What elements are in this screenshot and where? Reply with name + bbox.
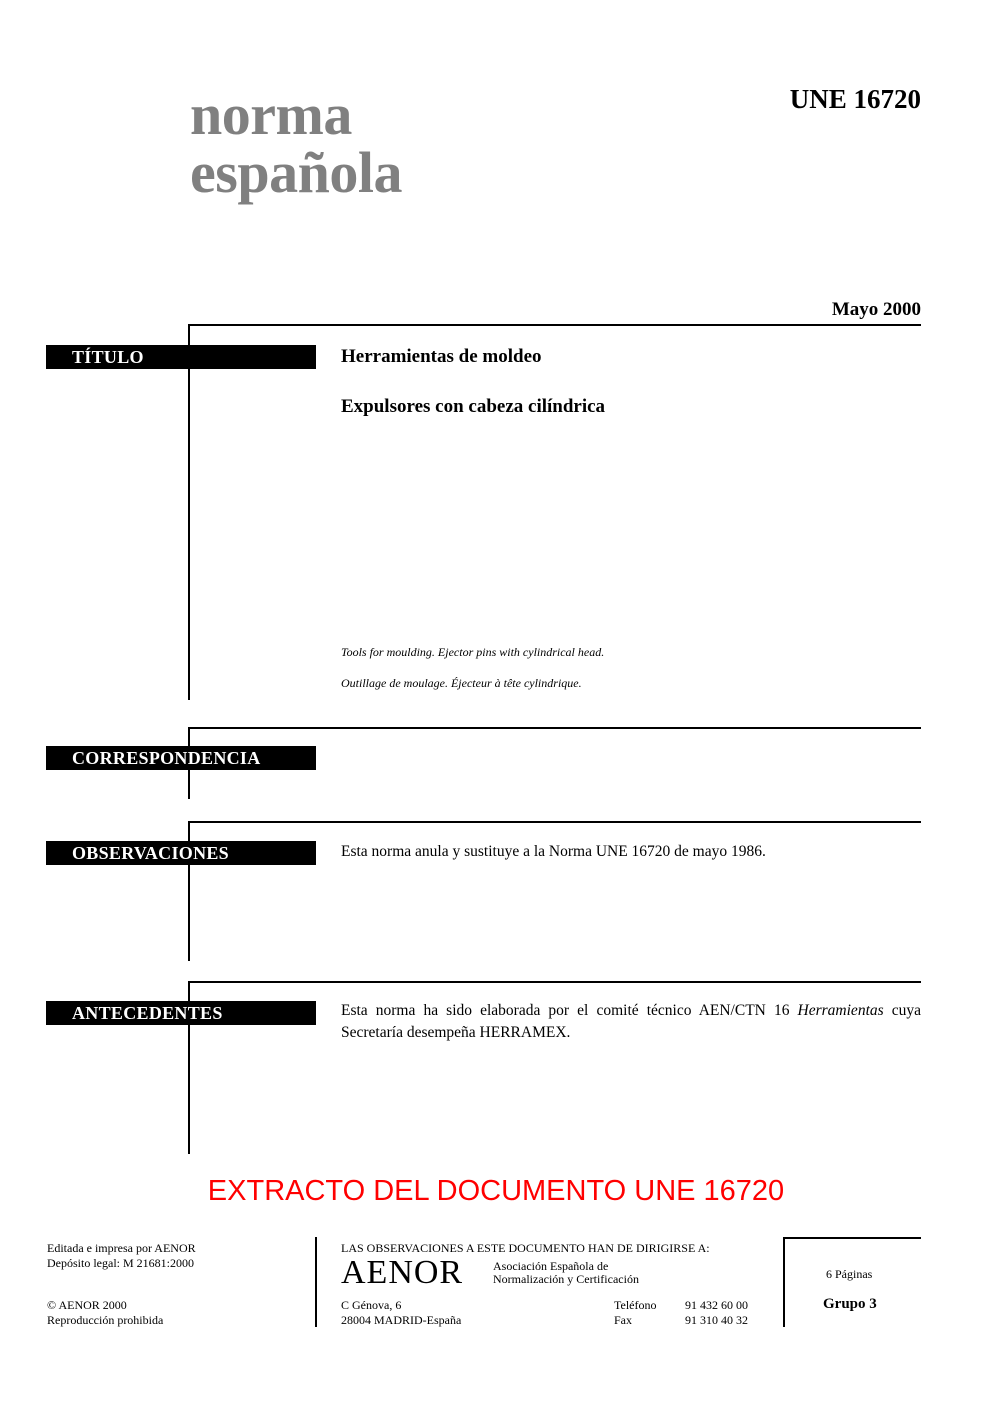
footer-telefono-value: 91 432 60 00 <box>685 1298 748 1312</box>
footer-fax-label: Fax <box>614 1313 632 1327</box>
footer-reproduccion: Reproducción prohibida <box>47 1313 164 1327</box>
observaciones-label: OBSERVACIONES <box>46 841 316 865</box>
observaciones-text: Esta norma anula y sustituye a la Norma UNE 16720 de mayo 1986. <box>341 843 766 860</box>
brand-line-2: española <box>190 140 402 205</box>
section-vertical-rule <box>188 324 190 700</box>
title-es-line-2: Expulsores con cabeza cilíndrica <box>341 396 606 417</box>
footer-edited: Editada e impresa por AENOR <box>47 1241 196 1255</box>
footer-box-top <box>783 1237 921 1239</box>
antecedentes-label: ANTECEDENTES <box>46 1001 316 1025</box>
section-divider <box>188 727 921 729</box>
title-es-line-1: Herramientas de moldeo <box>341 346 542 367</box>
footer-address-2: 28004 MADRID-España <box>341 1313 462 1327</box>
correspondencia-label: CORRESPONDENCIA <box>46 746 316 770</box>
antecedentes-text <box>341 1000 921 1044</box>
footer-paginas: 6 Páginas <box>826 1267 873 1281</box>
footer-fax-value: 91 310 40 32 <box>685 1313 748 1327</box>
section-divider <box>188 981 921 983</box>
footer-observaciones-header: LAS OBSERVACIONES A ESTE DOCUMENTO HAN DE DIRIGIRSE A: <box>341 1241 710 1255</box>
antecedentes-text-part1: Esta norma ha sido elaborada por el comité técnico AEN/CTN 16 <box>341 1002 798 1019</box>
footer-address-1: C Génova, 6 <box>341 1298 402 1312</box>
aenor-name-line-1: Asociación Española de <box>493 1259 609 1273</box>
footer-telefono-label: Teléfono <box>614 1298 657 1312</box>
footer-divider <box>315 1237 317 1327</box>
section-divider <box>188 821 921 823</box>
footer-deposito: Depósito legal: M 21681:2000 <box>47 1256 194 1270</box>
aenor-fullname <box>493 1260 639 1286</box>
publication-date: Mayo 2000 <box>831 299 921 320</box>
brand-line-1: norma <box>190 82 352 147</box>
antecedentes-text-italic: Herramientas <box>797 1002 884 1019</box>
aenor-logo: AENOR <box>341 1254 464 1291</box>
section-divider <box>188 324 921 326</box>
antecedentes-text-part2: cuya Secretaría desempeña HERRAMEX. <box>341 1002 922 1041</box>
standard-code: UNE 16720 <box>789 84 921 114</box>
footer-copyright: © AENOR 2000 <box>47 1298 127 1312</box>
footer-box-left <box>783 1237 785 1327</box>
title-en: Tools for moulding. Ejector pins with cylindrical head. <box>341 645 605 659</box>
title-fr: Outillage de moulage. Éjecteur à tête cylindrique. <box>341 676 582 690</box>
titulo-label: TÍTULO <box>46 345 316 369</box>
aenor-name-line-2: Normalización y Certificación <box>493 1272 639 1286</box>
footer-grupo: Grupo 3 <box>823 1296 877 1312</box>
extract-watermark: EXTRACTO DEL DOCUMENTO UNE 16720 <box>207 1175 785 1207</box>
